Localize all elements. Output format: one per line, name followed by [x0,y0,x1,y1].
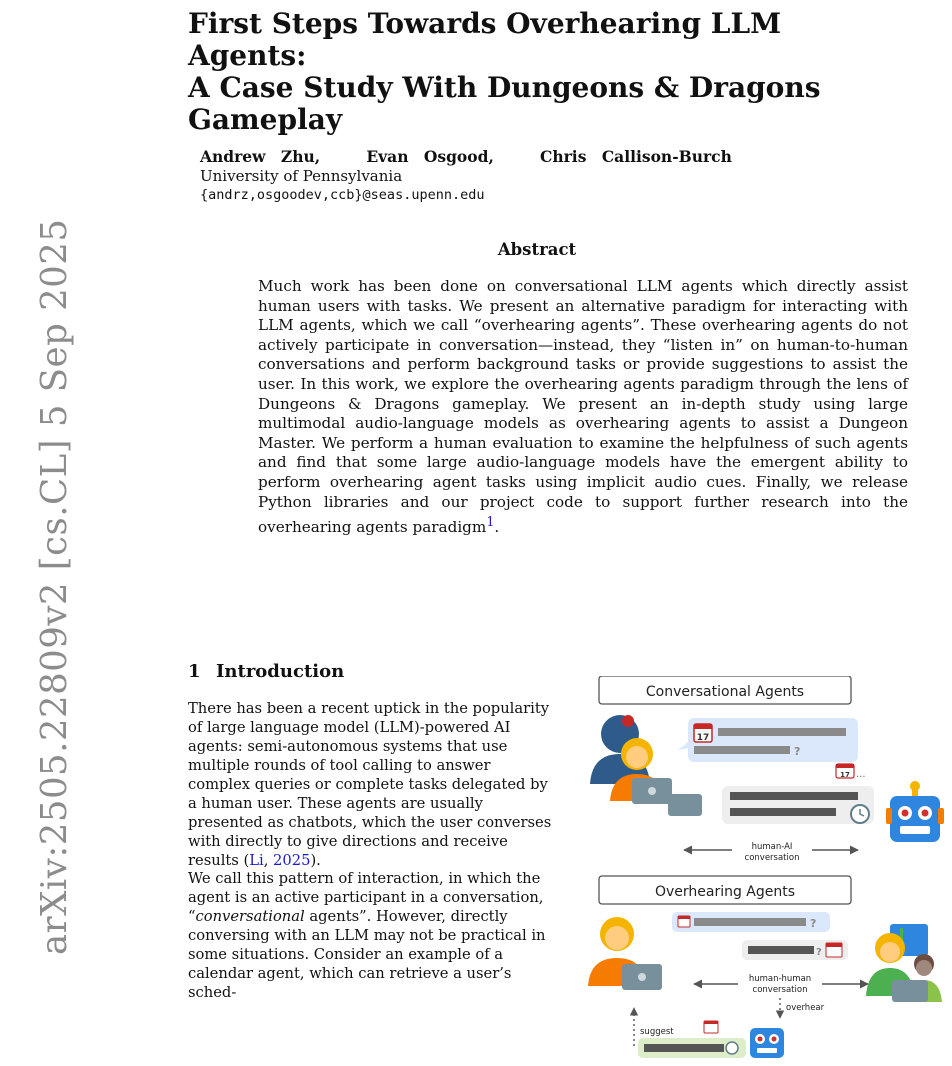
agent-response-bubble [722,764,874,824]
caption-human-human: human-human [748,974,812,984]
robot-agent-icon [886,781,944,842]
arxiv-identifier: arXiv:2505.22809v2 [cs.CL] 5 Sep 2025 [34,218,75,955]
section-heading [188,661,344,682]
intro-p1-text: There has been a recent uptick in the popularity of large language model (LLM)-powered AI agents: semi-autonomous systems that use multiple rounds of tool calling to answer complex queries or complete tasks delegated by a human user. These agents are usually presented as chatbots, which the user converses with directly to give directions and receive results ( [188,700,552,869]
right-users-icon [866,924,942,1002]
intro-p1-end: ). [310,852,321,869]
small-robot-icon [750,1028,784,1058]
intro-p2-end: agents”. However, directly conversing with an LLM may not be practical in some situations. Consider an example of a calendar agent, which can retrieve a user’s sched- [188,908,546,1001]
author-emails: {andrz,osgoodev,ccb}@seas.upenn.edu [200,187,485,203]
intro-p2-emphasis: conversational [195,908,305,925]
abstract-heading: Abstract [497,240,577,259]
intro-p2-text: We call this pattern of interaction, in which the agent is an active participant in a conversation, “ [188,870,544,925]
citation-sep: , [263,852,274,869]
panel-title-conversational: Conversational Agents [645,684,805,700]
abstract-body [258,277,908,538]
label-suggest: suggest [640,1027,674,1037]
overhearing-agents-panel [588,876,942,1058]
calendar-small-icon: 17 [840,771,850,779]
human-message-bubble-1 [672,912,830,932]
figure-overhearing-agents [572,676,952,1066]
caption-conversation-2: conversation [752,985,808,995]
label-overhear: overhear [786,1003,825,1013]
caption-conversation-1: conversation [744,853,800,863]
left-user-icon [588,917,662,990]
footnote-link[interactable]: 1 [486,514,495,530]
calendar-icon: 17 [696,733,710,743]
citation-year[interactable]: 2025 [273,852,311,869]
question-mark: ? [794,745,801,758]
caption-human-ai: human-AI [751,842,793,852]
author-list: Andrew Zhu, Evan Osgood, Chris Callison-Burch [200,147,732,166]
title-line-2: A Case Study With Dungeons & Dragons Gameplay [188,71,821,136]
affiliation: University of Pennsylvania [200,167,403,185]
intro-paragraph-1 [188,699,553,870]
title-line-1: First Steps Towards Overhearing LLM Agents: [188,7,782,72]
conversational-agents-panel [590,676,944,863]
laptop-icon [668,794,702,816]
citation-author[interactable]: Li [249,852,264,869]
abstract-end: . [494,518,500,537]
question-mark-3: ? [816,947,822,958]
arxiv-sidebar [0,0,75,1062]
user-message-bubble [678,718,858,762]
section-title: Introduction [216,661,345,682]
intro-paragraph-2 [188,869,553,1002]
citation-link[interactable] [249,852,310,869]
panel-title-overhearing: Overhearing Agents [654,884,796,900]
section-number: 1 [188,661,201,682]
human-message-bubble-2 [742,940,848,960]
question-mark-2: ? [810,917,817,930]
abstract-text: Much work has been done on conversational LLM agents which directly assist human users with tasks. We present an alternative paradigm for interacting with LLM agents, which we call “overhearing agents”. These overhearing agents do not actively participate in conversation—instead, they “listen in” on human-to-human conversations and perform background tasks or provide suggestions to assist the user. In this work, we explore the overhearing agents paradigm through the lens of Dungeons & Dragons gameplay. We present an in-depth study using large multimodal audio-language models as overhearing agents to assist a Dungeon Master. We perform a human evaluation to examine the helpfulness of such agents and find that some large audio-language models have the emergent ability to perform overhearing agent tasks using implicit audio cues. Finally, we release Python libraries and our project code to support further research into the overhearing agents paradigm [258,277,908,537]
ellipsis: ... [856,769,866,780]
paper-title [188,8,908,136]
